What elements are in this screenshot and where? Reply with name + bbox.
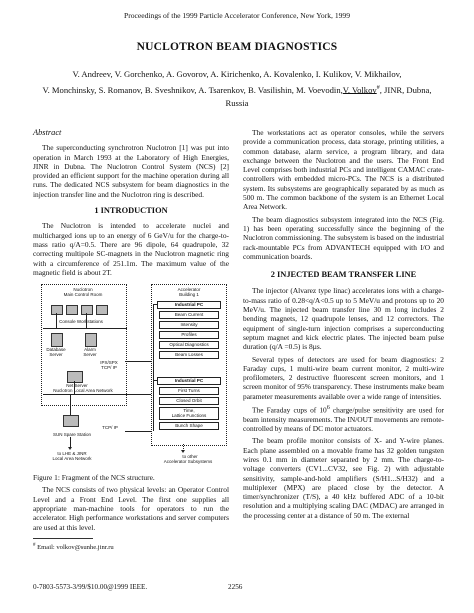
- network-bus-line: [43, 394, 153, 395]
- network-link-line: [153, 361, 154, 431]
- footer-isbn: 0-7803-5573-3/99/$10.00@1999 IEEE.: [33, 583, 148, 591]
- beam-losses-box: Beam Losses: [159, 351, 219, 359]
- optical-diagnostics-box: Optical Diagnostics: [159, 341, 219, 349]
- network-bus-line: [43, 328, 127, 329]
- first-turns-box: First Turns: [159, 387, 219, 395]
- network-link-line: [86, 313, 87, 328]
- faraday-text-2: charge/pulse sensitivity are used for beam intensity measurements. The IN/OUT movements are remote-controlled by means of DC motor actuators.: [243, 405, 444, 434]
- intro-paragraph-1: The Nuclotron is intended to accelerate nuclei and multicharged ions up to an energy of 6 GeV/u for the charge-to-mass ratio q/A=0.5. There are 96 dipole, 64 quadrupole, 32 correcting multipole SC-magnets in the Nuclotron magnetic ring with a circumference of 251.1m. The maximum value of the magnetic field is about 2T.: [33, 221, 229, 277]
- net-server-label: Net Server: [66, 383, 88, 389]
- section-2-paragraph-1: The injector (Alvarez type linac) accelerates ions with a charge-to-mass ratio of 0.28<q/A<0.5 up to 5 MeV/u and protons up to 20 MeV/u. The injected beam transfer line 30 m long includes 2 bending magnets, 12 quadrupole lenses, and 12 correctors. The equipment of single-turn injection comprises a superconducting septum magnet and kick electric plates. The injected beam pulse duration (q/A =0.5) is 8µs.: [243, 286, 444, 352]
- tcpip-top-label: TCP/ IP: [101, 365, 117, 371]
- author-line-1: V. Andreev, V. Gorchenko, A. Govorov, A. Kirichenko, A. Kovalenko, I. Kulikov, V. Mikhailov,: [72, 69, 402, 79]
- author-block: [30, 68, 444, 110]
- server-icon: [85, 333, 97, 347]
- intensity-box: Intensity: [159, 321, 219, 329]
- author-line-2-text: V. Monchinsky, S. Romanov, B. Sveshnikov, A. Tsarenkov, B. Vasilishin, M. Voevodin,: [42, 84, 343, 95]
- sun-spare-label: SUN Spare Station: [52, 432, 92, 438]
- corresponding-author: V. Volkov: [342, 84, 377, 95]
- tcpip-bottom-label: TCP/ IP: [102, 425, 118, 431]
- right-paragraph-2: The beam diagnostics subsystem integrated into the NCS (Fig. 1) has been operating successfully since the beginning of the Nuclotron commissioning. The subsystem is based on the industrial rack-mountable PCs from ADVANTECH equipped with I/O and communication boards.: [243, 214, 444, 261]
- lattice-functions-box: [159, 407, 219, 420]
- network-link-line: [74, 381, 75, 394]
- author-footnote-mark: #: [376, 84, 380, 91]
- footnote-mark: #: [33, 542, 36, 548]
- console-workstations-label: Console Workstations: [59, 319, 103, 325]
- network-link-line: [125, 361, 153, 362]
- accelerator-label-2: Building 1: [179, 292, 199, 298]
- abstract-text: The superconducting synchrotron Nuclotron [1] was put into operation in March 1993 at the Laboratory of High Energies, JINR in Dubna. The Nuclotron Control System (NCS) [2] provided an efficient support for the machine operation during all runs. The dedicated NCS subsystem for beam diagnostics in the injection transfer line and the Nuclotron ring is described.: [33, 143, 229, 199]
- to-lhe-label-2: Local Area Network: [52, 456, 92, 462]
- network-link-line: [153, 304, 154, 361]
- left-column: [33, 128, 229, 552]
- faraday-text-1: The Faraday cups of 10: [252, 405, 327, 415]
- footnote-text: Email: volkov@sunhe.jinr.ru: [35, 544, 114, 552]
- ipx-spx-label: IPX/SPX: [100, 360, 118, 366]
- to-other-label-1: to other: [182, 454, 198, 460]
- network-link-line: [125, 431, 153, 432]
- to-lhe-label-1: to LHE & JINR: [57, 451, 87, 457]
- accelerator-label-1: Accelerator: [177, 287, 201, 293]
- network-link-line: [70, 394, 71, 415]
- database-server-label-2: Server: [49, 352, 63, 358]
- alarm-server-label-2: Server: [83, 352, 97, 358]
- section-2-paragraph-4: The beam profile monitor consists of X- and Y-wire planes. Each plane assembled on a movable frame has 32 golden tungsten wires 0.1 mm in diameter separated by 2 mm. The charge-to-voltage converters (CV1...CV32, see Fig. 2) with adjustable sensitivity, sample-and-hold amplifiers (S/H1...S/H32) and a multiplexer (MPX) are placed close by the detector. A timer/synchronizer (T/S), a 40 kHz buffered ADC of a 10-bit resolution and a multiplying scaling DAC (MDAC) are arranged in the processing center at a distance of 50 m. The external: [243, 436, 444, 520]
- workstation-icon: [66, 305, 78, 315]
- footnote-rule: [33, 538, 93, 539]
- bunch-shape-box: Bunch Shape: [159, 422, 219, 430]
- network-link-line: [153, 380, 157, 381]
- alarm-server-label-1: Alarm: [84, 347, 96, 353]
- beam-current-box: Beam Current: [159, 311, 219, 319]
- database-server-label-1: Database: [46, 347, 66, 353]
- lattice-functions-label-1: Time,: [183, 408, 195, 414]
- net-server-icon: [67, 371, 83, 383]
- section-1-title: 1 INTRODUCTION: [94, 206, 168, 216]
- lattice-functions-label-2: Lattice Functions: [171, 413, 207, 419]
- faraday-exponent: 6: [326, 405, 330, 412]
- industrial-pc-1-box: Industrial PC: [157, 301, 221, 309]
- workstation-icon: [81, 305, 93, 315]
- closed-orbit-box: Closed Orbit: [159, 397, 219, 405]
- figure-1-caption: Figure 1: Fragment of the NCS structure.: [33, 473, 155, 483]
- to-other-label-2: Accelerator Subsystems: [163, 459, 213, 465]
- paper-title: NUCLOTRON BEAM DIAGNOSTICS: [136, 41, 338, 53]
- section-2-paragraph-2: Several types of detectors are used for beam diagnostics: 2 Faraday cups, 1 multi-wire beam current monitor, 2 multi-wire profilometers, 2 destructive fluorescent screen monitors, and 1 screen monitor of 95% transparency. These instruments make beam parameter measurements available over a wide range of intensities.: [243, 354, 444, 401]
- control-room-label-1: Nuclotron: [73, 287, 93, 293]
- network-link-line: [56, 313, 57, 328]
- author-line-2: [30, 82, 444, 111]
- section-2-title: 2 INJECTED BEAM TRANSFER LINE: [270, 270, 417, 280]
- sun-station-icon: [63, 415, 79, 427]
- industrial-pc-2-box: Industrial PC: [157, 377, 221, 385]
- profiles-box: Profiles: [159, 331, 219, 339]
- email-footnote: [33, 541, 229, 552]
- right-paragraph-1: The workstations act as operator consoles, while the servers provide a communication process, data storage, printing utilities, a common database, alarm service, a program library, and data exchange between the Nuclotron and the users. The Front End Level comprises both industrial PCs and intelligent CAMAC crate-controllers with embedded micro-PCs. The NCS is a distributed system. Its subsystems are geographically separated by as much as 500 m. The common backbone of the system is an Ethernet Local Area Network.: [243, 128, 444, 212]
- abstract-heading: Abstract: [33, 128, 62, 137]
- section-2-paragraph-3: [243, 404, 444, 433]
- page-number: 2256: [228, 583, 243, 591]
- intro-paragraph-2: The NCS consists of two physical levels: an Operator Control Level and a Front End Level. The first one supplies all appropriate man-machine tools for operators to run the accelerator. High performance workstations and server computers are used at this level.: [33, 485, 229, 532]
- right-column: [243, 128, 444, 523]
- workstation-icon: [96, 305, 108, 315]
- arrow-down-icon: [181, 450, 185, 453]
- workstation-icon: [51, 305, 63, 315]
- server-icon: [51, 333, 63, 347]
- affiliation: , JINR, Dubna, Russia: [225, 84, 432, 108]
- conference-header: Proceedings of the 1999 Particle Accelerator Conference, New York, 1999: [123, 11, 351, 20]
- lan-label: Nuclotron Local Area Network: [53, 388, 113, 394]
- arrow-down-icon: [68, 447, 72, 450]
- ncs-structure-figure: [33, 281, 229, 469]
- control-room-label-2: Main Control Room: [63, 292, 103, 298]
- network-link-line: [70, 437, 71, 447]
